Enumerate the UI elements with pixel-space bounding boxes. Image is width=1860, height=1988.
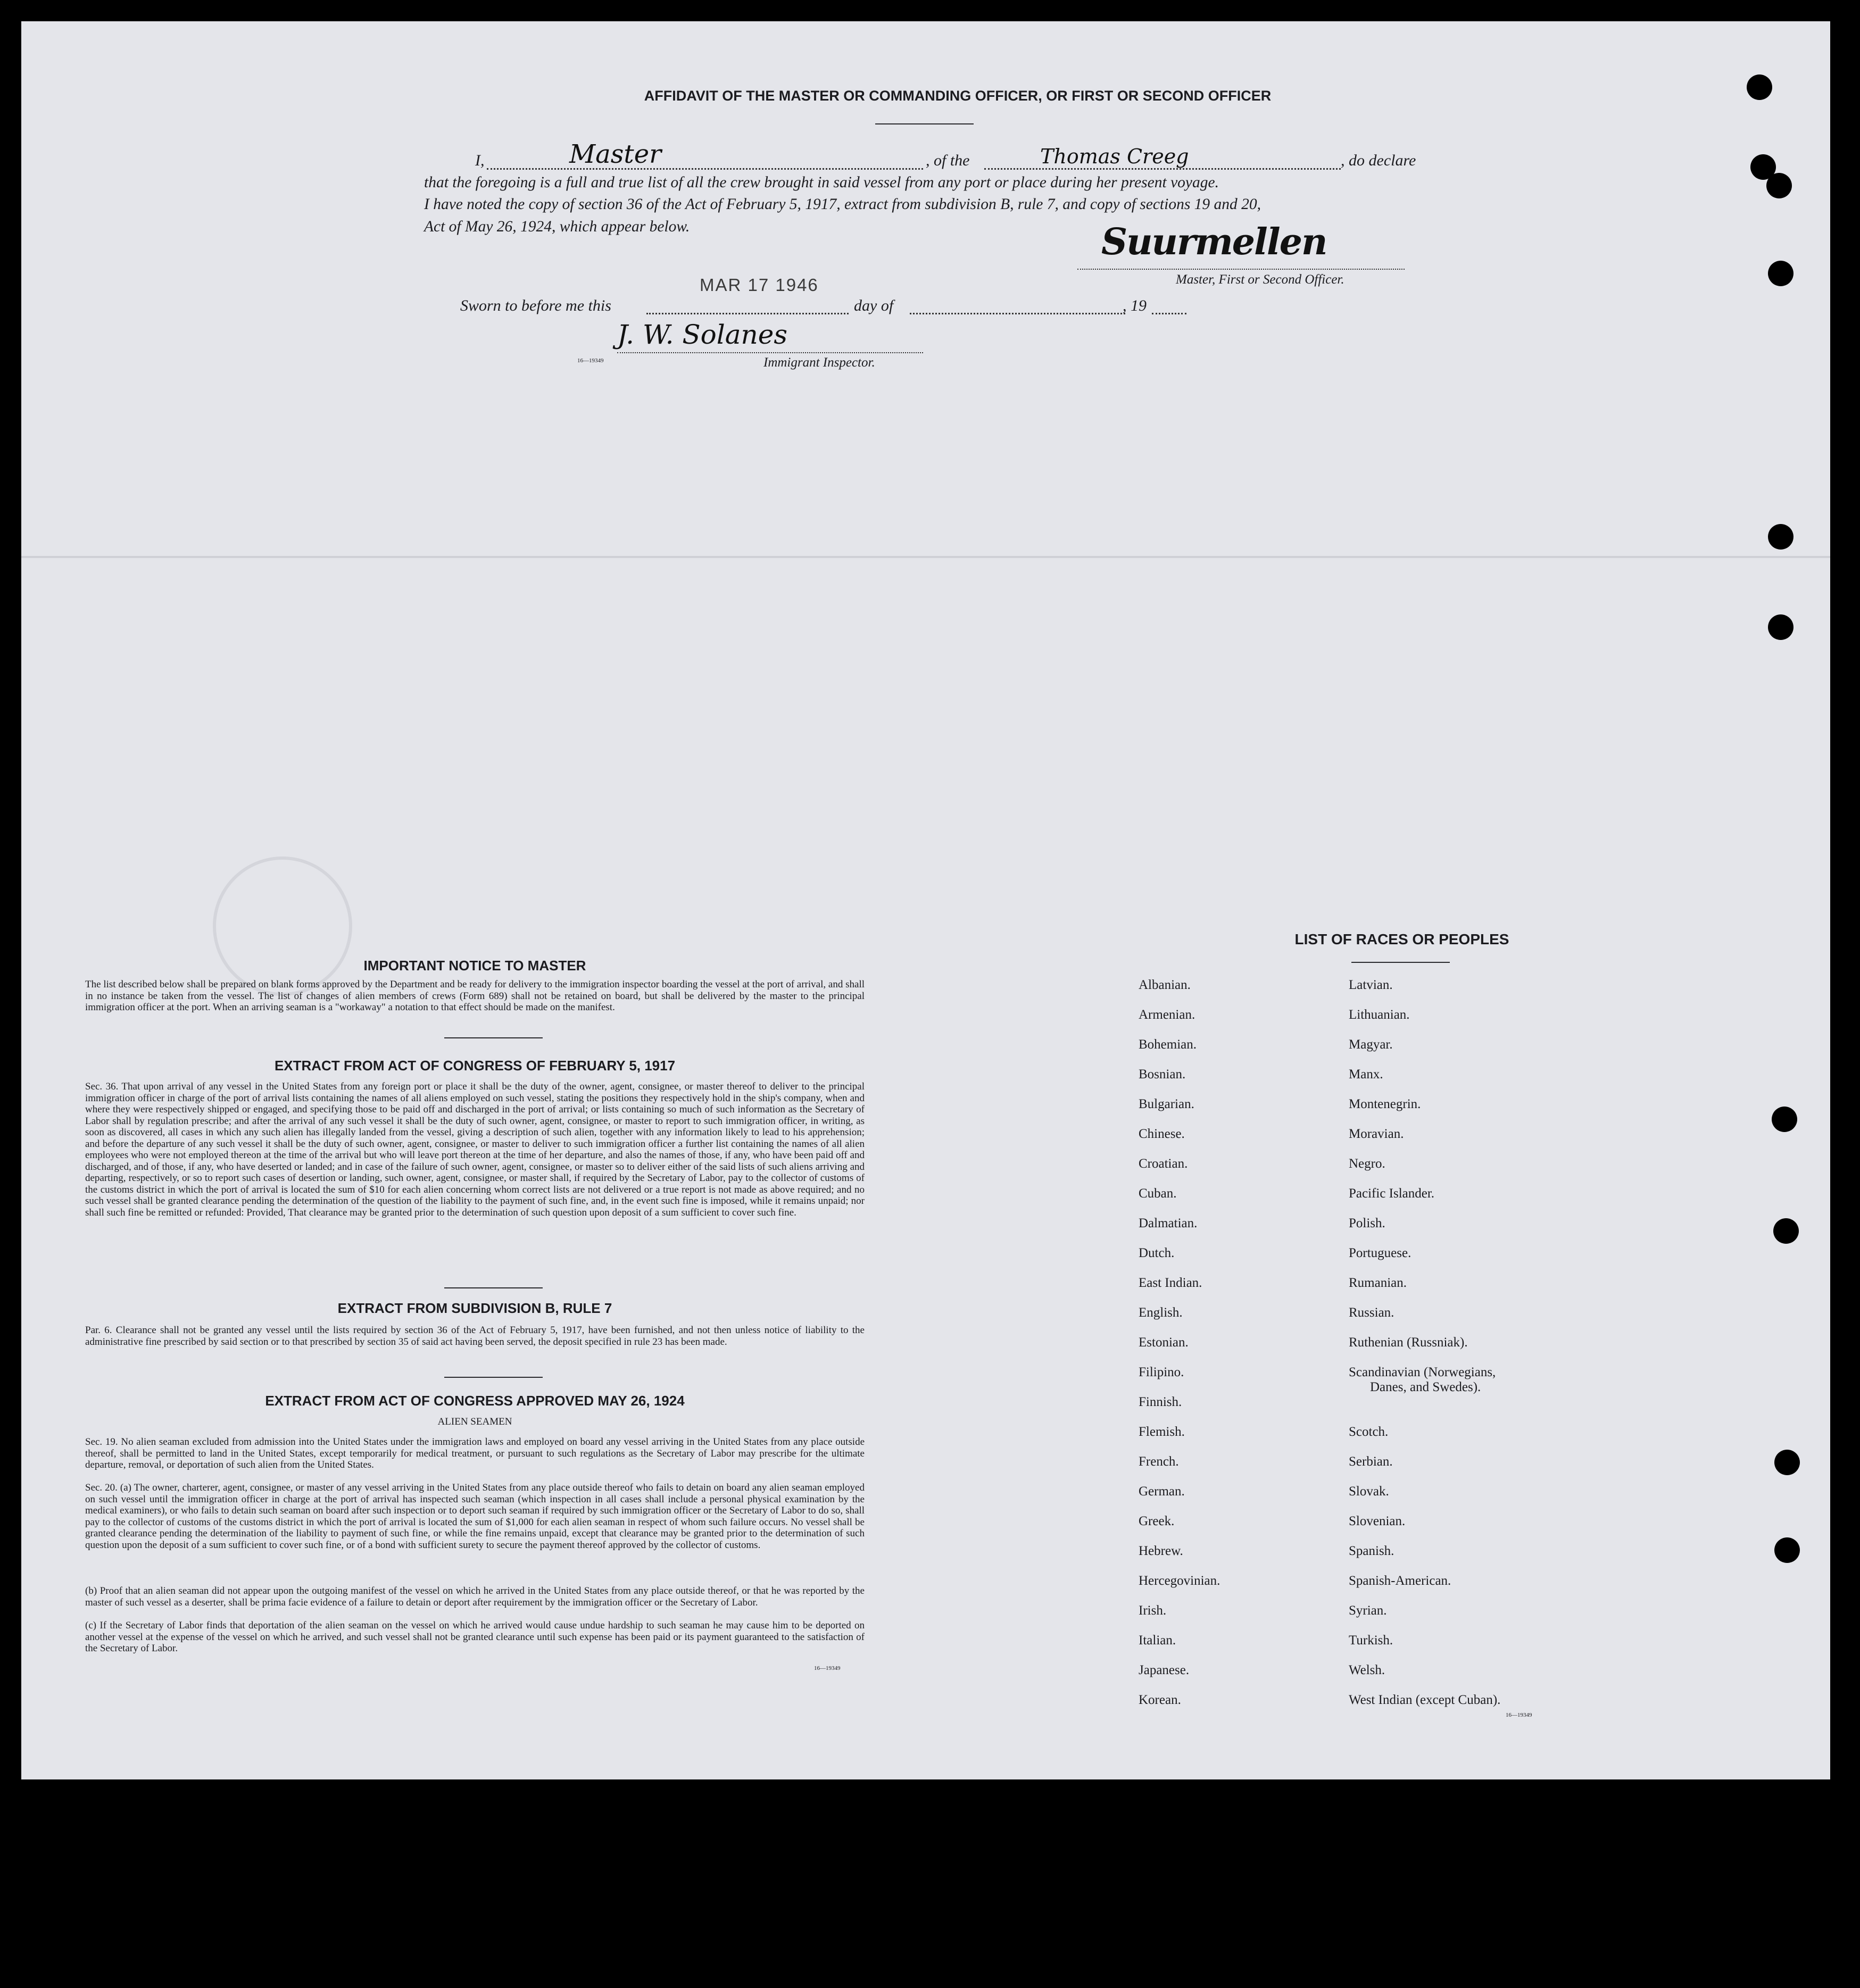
extract-1924-form-number: 16—19349 xyxy=(814,1665,841,1671)
vessel-name-handwritten: Thomas Creeg xyxy=(1040,145,1189,168)
master-signature: Suurmellen xyxy=(1101,221,1327,263)
notice-text: The list described below shall be prepared on blank forms approved by the Department and be ready for delivery to the immigration inspector boarding the vessel at the port of arrival, and shall in no instance be taken from the vessel. The list of changes of alien members of crews (Form 689) shall not be retained on board, but shall be delivered by the master to the principal immigration officer at the port. When an arriving seaman is a "workaway" a notation to that effect should be made on the manifest. xyxy=(85,979,865,1013)
extract-1917-text: Sec. 36. That upon arrival of any vessel in the United States from any foreign port or place it shall be the duty of the owner, agent, consignee, or master thereof to deliver to the principal immigration officer in charge of the port of arrival lists containing the names of all aliens employed on such vessel, stating the positions they respectively hold in the ship's company, when and where they were respectively shipped or engaged, and specifying those to be paid off and discharged in the port of arrival; or lists containing so much of such information as the Secretary of Labor shall by regulation prescribe; and after the arrival of any such vessel it shall be the duty of such owner, agent, consignee, or master to report to such immigration officer, in writing, as soon as discovered, all cases in which any such alien has illegally landed from the vessel, giving a description of such alien, together with any information likely to lead to his apprehension; and before the departure of any such vessel it shall be the duty of such owner, agent, consignee, or master to deliver to such immigration officer a further list containing the names of all alien employees who were not employed thereon at the time of the arrival but who will leave port thereon at the time of her departure, and also the names of those, if any, who have been paid off and discharged, and of those, if any, who have deserted or landed; and in case of the failure of such owner, agent, consignee, or master so to deliver either of the said lists of such aliens arriving and departing, respectively, or so to report such cases of desertion or landing, such owner, agent, consignee, or master shall, if required by the Secretary of Labor, pay to the collector of customs of the customs district in which the port of arrival is located the sum of $10 for each alien concerning whom correct lists are not delivered or a true report is not made as above required; and no such vessel shall be granted clearance pending the determination of the question of the liability to the payment of such fine, and, in the event such fine is imposed, while it remains unpaid; nor shall such fine be remitted or refunded: Provided, That clearance may be granted prior to the determination of such question upon deposit of a sum sufficient to cover such fine. xyxy=(85,1081,865,1218)
race-item: Chinese. xyxy=(1139,1127,1185,1141)
punch-hole xyxy=(1766,173,1792,198)
race-item: Greek. xyxy=(1139,1514,1175,1528)
race-item: Croatian. xyxy=(1139,1157,1188,1171)
races-right-column xyxy=(1349,978,1500,1723)
of-the-label: , of the xyxy=(926,152,970,169)
race-item: Moravian. xyxy=(1349,1127,1404,1141)
race-item: East Indian. xyxy=(1139,1276,1202,1290)
extract-1924-sec20c: (c) If the Secretary of Labor finds that deportation of the alien seaman on the vessel on which he arrived would cause undue hardship to such seaman he may cause him to be deported on another vessel at the expense of the vessel on which he arrived, and such vessel shall not be granted clearance until such expense has been paid or its payment guaranteed to the satisfaction of the Secretary of Labor. xyxy=(85,1620,865,1654)
race-item: German. xyxy=(1139,1484,1185,1499)
race-item: Ruthenian (Russniak). xyxy=(1349,1335,1468,1350)
races-left-column xyxy=(1139,978,1220,1723)
race-item: Slovenian. xyxy=(1349,1514,1406,1528)
day-of-label: day of xyxy=(854,297,894,314)
race-item: Polish. xyxy=(1349,1216,1385,1230)
extract-1924-subtitle: ALIEN SEAMEN xyxy=(437,1416,512,1427)
race-item: Slovak. xyxy=(1349,1484,1389,1499)
race-item: West Indian (except Cuban). xyxy=(1349,1693,1501,1707)
race-item: Welsh. xyxy=(1349,1663,1385,1677)
race-item: Latvian. xyxy=(1349,978,1393,992)
sworn-month-line xyxy=(910,313,1125,314)
title-divider xyxy=(875,123,974,124)
race-item: Spanish-American. xyxy=(1349,1574,1451,1588)
affidavit-line-2: that the foregoing is a full and true list of all the crew brought in said vessel from any port or place during her present voyage. xyxy=(424,174,1219,191)
race-item: Japanese. xyxy=(1139,1663,1190,1677)
inspector-signature: J. W. Solanes xyxy=(617,319,787,350)
race-item: Filipino. xyxy=(1139,1365,1184,1379)
punch-hole xyxy=(1747,74,1772,100)
name-field-line xyxy=(487,168,923,170)
race-item: Manx. xyxy=(1349,1067,1383,1082)
i-label: I, xyxy=(475,152,485,169)
race-item: Irish. xyxy=(1139,1603,1167,1618)
races-title: LIST OF RACES OR PEOPLES xyxy=(1294,931,1509,947)
race-item: Rumanian. xyxy=(1349,1276,1407,1290)
race-item: Korean. xyxy=(1139,1693,1181,1707)
race-item: Serbian. xyxy=(1349,1454,1393,1469)
extract-1924-sec20a: Sec. 20. (a) The owner, charterer, agent, consignee, or master of any vessel arriving in the United States from any place outside thereof who fails to detain on board any alien seaman employed on such vessel until the immigration officer in charge at the port of arrival has inspected such seaman (which inspection in all cases shall include a personal physical examination by the medical examiners), or who fails to detain such seaman on board after such inspection or to deport such seaman if required by such immigration officer or the Secretary of Labor to do so, shall pay to the collector of customs of the customs district in which the port of arrival is located the sum of $1,000 for each alien seaman in respect of whom such failure occurs. No vessel shall be granted clearance pending the determination of the liability to payment of such fine, or while the fine remains unpaid, except that clearance may be granted prior to the determination of such question upon the deposit of a sum sufficient to cover such fine, or of a bond with sufficient surety to secure the payment thereof approved by the collector of customs. xyxy=(85,1482,865,1551)
extract-1917-title: EXTRACT FROM ACT OF CONGRESS OF FEBRUARY 5, 1917 xyxy=(274,1058,676,1074)
race-item: Armenian. xyxy=(1139,1008,1195,1022)
races-divider xyxy=(1351,962,1450,963)
race-item-scandinavian: Scandinavian (Norwegians, xyxy=(1349,1365,1496,1379)
punch-hole xyxy=(1773,1218,1799,1244)
race-item: Magyar. xyxy=(1349,1037,1393,1052)
master-signature-line xyxy=(1077,269,1405,270)
race-item: Italian. xyxy=(1139,1633,1176,1648)
year-label: , 19 xyxy=(1123,297,1147,314)
race-item: Finnish. xyxy=(1139,1395,1182,1409)
punch-hole xyxy=(1768,524,1793,550)
race-item-scandinavian-cont: Danes, and Swedes). xyxy=(1370,1380,1481,1394)
race-item: English. xyxy=(1139,1305,1183,1320)
notice-title: IMPORTANT NOTICE TO MASTER xyxy=(363,958,586,974)
race-item: Bohemian. xyxy=(1139,1037,1197,1052)
affidavit-form-number: 16—19349 xyxy=(577,357,604,364)
subdivision-text: Par. 6. Clearance shall not be granted any vessel until the lists required by section 36 of the Act of February 5, 1917, have been furnished, and not then unless notice of liability to the administrative fine prescribed by said section or to that prescribed by section 35 of said act having been served, the deposit specified in rule 23 has been made. xyxy=(85,1325,865,1347)
race-item: Russian. xyxy=(1349,1305,1394,1320)
race-item: Dalmatian. xyxy=(1139,1216,1198,1230)
race-item: Turkish. xyxy=(1349,1633,1393,1648)
races-form-number: 16—19349 xyxy=(1506,1712,1532,1718)
race-item: Montenegrin. xyxy=(1349,1097,1421,1111)
race-item: Portuguese. xyxy=(1349,1246,1411,1260)
race-item: Lithuanian. xyxy=(1349,1008,1410,1022)
affidavit-title: AFFIDAVIT OF THE MASTER OR COMMANDING OFFICER, OR FIRST OR SECOND OFFICER xyxy=(644,88,1272,104)
vessel-field-line xyxy=(984,168,1341,170)
race-item: Dutch. xyxy=(1139,1246,1175,1260)
race-item: Negro. xyxy=(1349,1157,1385,1171)
date-stamp: MAR 17 1946 xyxy=(700,275,819,295)
race-item: Estonian. xyxy=(1139,1335,1189,1350)
inspector-label: Immigrant Inspector. xyxy=(763,355,875,370)
fold-line xyxy=(21,556,1830,558)
section-divider xyxy=(444,1037,543,1038)
master-officer-label: Master, First or Second Officer. xyxy=(1176,272,1344,287)
section-divider xyxy=(444,1287,543,1288)
race-item: Syrian. xyxy=(1349,1603,1387,1618)
extract-1924-title: EXTRACT FROM ACT OF CONGRESS APPROVED MAY 26, 1924 xyxy=(265,1393,685,1409)
race-item: Cuban. xyxy=(1139,1186,1177,1201)
embossed-seal xyxy=(213,856,352,996)
section-divider xyxy=(444,1377,543,1378)
punch-hole xyxy=(1774,1450,1800,1475)
affidavit-line-4: Act of May 26, 1924, which appear below. xyxy=(424,218,690,235)
race-item: Scotch. xyxy=(1349,1425,1389,1439)
race-item: Hebrew. xyxy=(1139,1544,1183,1558)
extract-1924-sec19: Sec. 19. No alien seaman excluded from admission into the United States under the immigration laws and employed on board any vessel arriving in the United States from any place outside thereof, shall be permitted to land in the United States, except temporarily for medical treatment, or pursuant to such regulations as the Secretary of Labor may prescribe for the ultimate departure, removal, or deportation of such alien from the United States. xyxy=(85,1436,865,1470)
sworn-year-line xyxy=(1152,313,1186,314)
sworn-day-line xyxy=(646,313,849,314)
race-item: Bulgarian. xyxy=(1139,1097,1194,1111)
race-item: Hercegovinian. xyxy=(1139,1574,1220,1588)
extract-1924-sec20b: (b) Proof that an alien seaman did not appear upon the outgoing manifest of the vessel on which he arrived in the United States from any place outside thereof, or that he was reported by the master of such vessel as a deserter, shall be prima facie evidence of a failure to detain or deport after requirement by the immigration officer or the Secretary of Labor. xyxy=(85,1585,865,1608)
race-item: Flemish. xyxy=(1139,1425,1185,1439)
race-item: French. xyxy=(1139,1454,1179,1469)
punch-hole xyxy=(1774,1537,1800,1563)
inspector-signature-line xyxy=(617,352,923,353)
race-item: Albanian. xyxy=(1139,978,1191,992)
do-declare-label: , do declare xyxy=(1341,152,1416,169)
master-name-handwritten: Master xyxy=(569,139,662,169)
affidavit-line-3: I have noted the copy of section 36 of the Act of February 5, 1917, extract from subdivision B, rule 7, and copy of sections 19 and 20, xyxy=(424,196,1261,213)
race-item: Pacific Islander. xyxy=(1349,1186,1435,1201)
punch-hole xyxy=(1772,1107,1797,1132)
sworn-label: Sworn to before me this xyxy=(460,297,611,314)
punch-hole xyxy=(1768,614,1793,640)
race-item: Spanish. xyxy=(1349,1544,1394,1558)
race-item: Bosnian. xyxy=(1139,1067,1186,1082)
subdivision-title: EXTRACT FROM SUBDIVISION B, RULE 7 xyxy=(337,1300,612,1316)
punch-hole xyxy=(1768,261,1793,286)
